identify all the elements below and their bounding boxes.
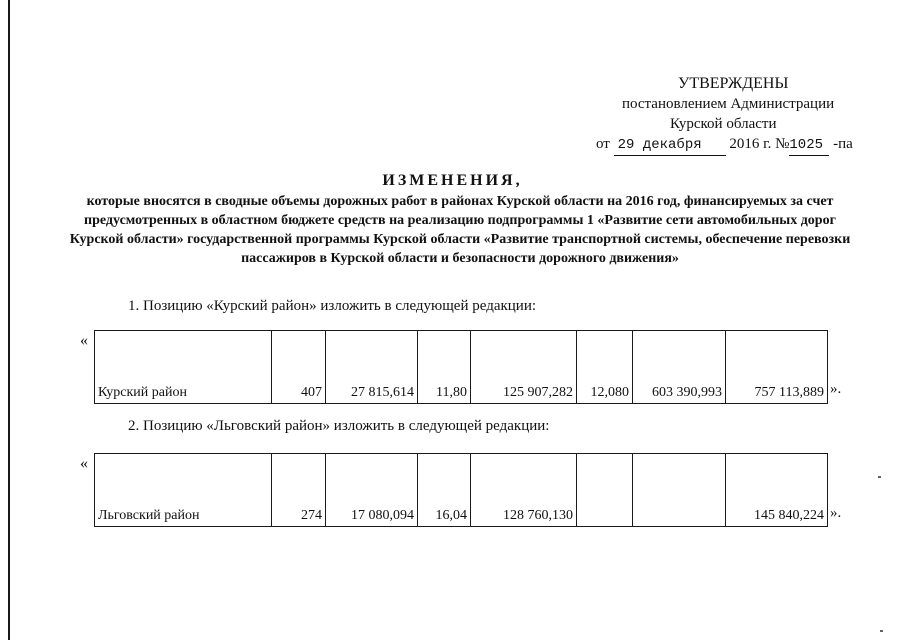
table-cell (633, 454, 726, 527)
item-1-text: 1. Позицию «Курский район» изложить в следующей редакции: (128, 298, 537, 314)
table-cell: Льговский район (95, 454, 272, 527)
table-cell: 12,080 (577, 331, 633, 404)
table-cell: Курский район (95, 331, 272, 404)
table-cell: 407 (272, 331, 326, 404)
table-cell (577, 454, 633, 527)
scan-speck (880, 630, 883, 632)
item-2-table (94, 453, 828, 527)
approval-line-2: Курской области (670, 116, 777, 132)
item-2-close-quote: ». (830, 505, 842, 521)
scan-speck (878, 476, 881, 478)
decree-number: 1025 (789, 135, 829, 156)
approval-stamp (560, 74, 890, 156)
date-day-month: 29 декабря (614, 135, 726, 156)
item-1-table (94, 330, 828, 404)
document-subtitle: которые вносятся в сводные объемы дорожных работ в районах Курской области на 2016 год, финансируемых за счет предусмотренных в областном бюджете средств на реализацию подпрограммы 1 «Развитие сети автомобильных дорог Курской области» государственной программы Курской области «Развитие транспортной системы, обеспечение перевозки пассажиров в Курской области и безопасности дорожного движения» (69, 194, 851, 266)
table-cell: 757 113,889 (726, 331, 828, 404)
approval-title: УТВЕРЖДЕНЫ (678, 75, 789, 92)
date-prefix: от (596, 136, 610, 152)
date-year: 2016 г. № (729, 136, 790, 152)
item-2-open-quote: « (80, 455, 88, 472)
decree-number-suffix: -па (833, 136, 853, 152)
table-cell: 27 815,614 (326, 331, 418, 404)
item-2-text: 2. Позицию «Льговский район» изложить в следующей редакции: (128, 418, 550, 434)
approval-line-1: постановлением Администрации (622, 96, 835, 112)
table-cell: 603 390,993 (633, 331, 726, 404)
table-row (95, 454, 828, 527)
table-cell: 125 907,282 (471, 331, 577, 404)
table-cell: 274 (272, 454, 326, 527)
item-1-open-quote: « (80, 332, 88, 349)
table-cell: 17 080,094 (326, 454, 418, 527)
approval-date-line (560, 134, 890, 156)
table-cell: 16,04 (418, 454, 471, 527)
page-left-edge (8, 0, 10, 640)
table-cell: 128 760,130 (471, 454, 577, 527)
document-title: ИЗМЕНЕНИЯ, (382, 172, 523, 189)
item-1-close-quote: ». (830, 381, 842, 397)
table-cell: 145 840,224 (726, 454, 828, 527)
table-cell: 11,80 (418, 331, 471, 404)
table-row (95, 331, 828, 404)
